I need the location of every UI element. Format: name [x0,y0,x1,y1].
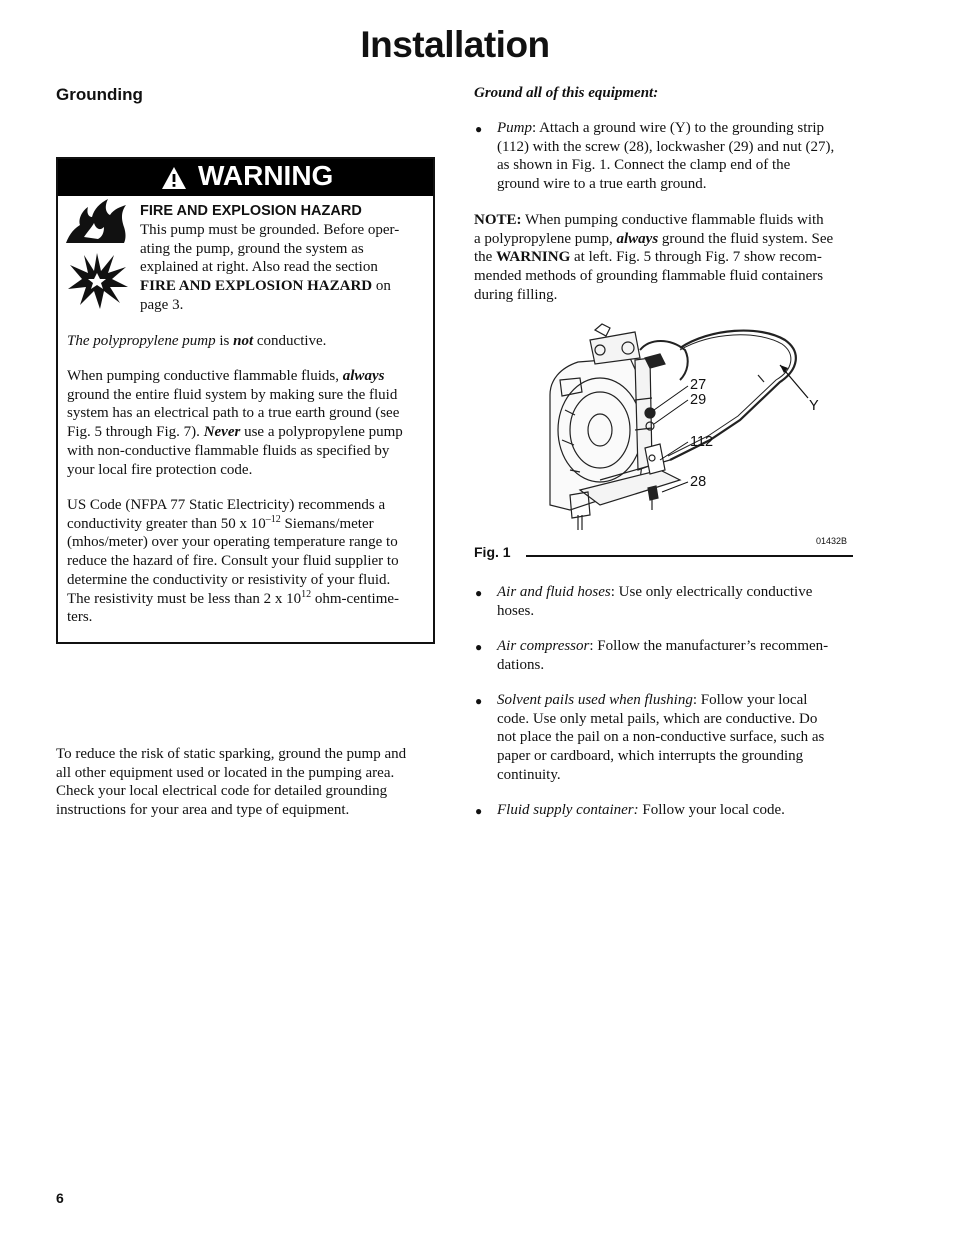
hazard-title: FIRE AND EXPLOSION HAZARD [140,203,362,219]
fire-icon [64,197,130,247]
callout-leader-lines [640,380,700,500]
warning-header-label: WARNING [198,160,334,191]
conductive-fluids-paragraph: When pumping conductive flammable fluids, always ground the entire fluid system by making sure the fluid system has an electrical path to a true earth ground (see Fig. 5 through Fig. 7). Never use a polypropylene pump with non-conductive flammable fluids as specified by your local fire protection code. [67,368,403,478]
polypropylene-note: The polypropylene pump is not conductive. [67,333,327,349]
warning-box [56,157,435,644]
page-number: 6 [56,1190,64,1206]
figure-code: 01432B [816,536,848,546]
bullet-icon: ● [475,586,483,600]
bullet-icon: ● [475,804,483,818]
figure-label: Fig. 1 [474,544,511,560]
warning-header [58,159,433,196]
hoses-item: Air and fluid hoses: Use only electrically conductive hoses. [497,584,813,619]
bullet-icon: ● [475,640,483,654]
warning-triangle-icon [161,166,187,190]
solvent-pails-item: Solvent pails used when flushing: Follow your local code. Use only metal pails, which are conductive. Do not place the pail on a non-conductive surface, such as paper or cardboard, which interrupts the grounding continuity. [497,692,825,783]
figure-rule [526,555,853,557]
page-title: Installation [360,24,550,65]
hazard-text: This pump must be grounded. Before oper- ating the pump, ground the system as explained at right. Also read the section FIRE AND EXPLOSION HAZARD on page 3. [140,222,400,313]
pump-item: Pump: Attach a ground wire (Y) to the grounding strip (112) with the screw (28), lockwasher (29) and nut (27), as shown in Fig. 1. Connect the clamp end of the ground wire to a true earth ground. [497,120,835,193]
compressor-item: Air compressor: Follow the manufacturer’s recommen- dations. [497,638,829,673]
callout-112: 112 [690,434,714,450]
static-sparking-paragraph: To reduce the risk of static sparking, ground the pump and all other equipment used or located in the pumping area. Check your local electrical code for detailed grounding instructions for your area and type of equipment. [56,746,407,819]
nfpa-paragraph: US Code (NFPA 77 Static Electricity) recommends a conductivity greater than 50 x $10^{-12}$ Siemans/meter (mhos/meter) over your operating temperature range to reduce the hazard of fire. Consult your fluid supplier to determine the conductivity or resistivity of your fluid. The resistivity must be less than 2 x $10^{12}$ ohm-centime- ters. [67,497,400,626]
callout-Y: Y [809,398,819,414]
callout-28: 28 [690,474,707,490]
callout-27: 27 [690,377,707,393]
bullet-icon: ● [475,694,483,708]
explosion-icon [66,249,128,311]
ground-heading: Ground all of this equipment: [474,85,659,101]
note-paragraph: NOTE: When pumping conductive flammable fluids with a polypropylene pump, always ground the fluid system. See the WARNING at left. Fig. 5 through Fig. 7 show recom- mended methods of grounding flammable fluid containers during filling. [474,212,834,303]
fluid-supply-item: Fluid supply container: Follow your local code. [497,802,785,818]
section-heading: Grounding [56,85,143,104]
callout-29: 29 [690,392,707,408]
bullet-icon: ● [475,122,483,136]
